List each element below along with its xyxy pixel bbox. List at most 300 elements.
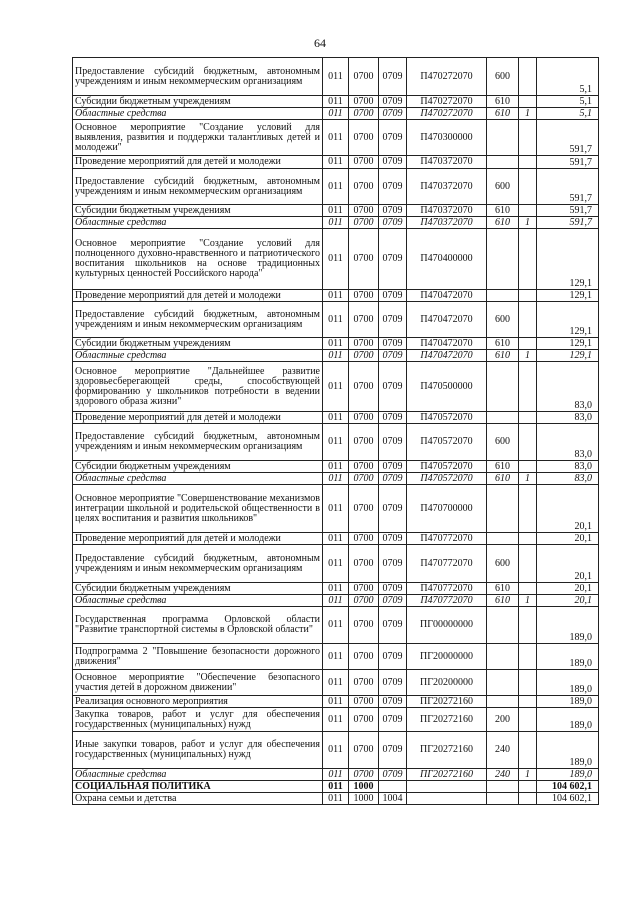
subsection-code-cell: 0709 <box>379 108 407 120</box>
expense-type-cell: 600 <box>487 424 519 461</box>
amount-cell <box>537 769 599 781</box>
subsection-code-cell: 0709 <box>379 485 407 533</box>
funding-source-cell <box>519 58 537 96</box>
funding-source-cell: 1 <box>519 217 537 229</box>
subsection-code-cell: 0709 <box>379 696 407 708</box>
amount-value: 591,7 <box>569 193 592 204</box>
row-name-cell: Предоставление субсидий бюджетным, автономным учреждениям и иным некоммерческим организациям <box>73 169 323 205</box>
amount-cell <box>537 595 599 607</box>
subsection-code-cell: 0709 <box>379 644 407 670</box>
section-code-cell: 0700 <box>349 696 379 708</box>
ministry-code-cell: 011 <box>323 461 349 473</box>
amount-value: 104 602,1 <box>552 781 592 792</box>
funding-source-cell: 1 <box>519 350 537 362</box>
section-code-cell: 0700 <box>349 108 379 120</box>
amount-cell <box>537 533 599 545</box>
row-name-cell: Областные средства <box>73 595 323 607</box>
page-number: 64 <box>314 36 326 50</box>
row-name-cell: Областные средства <box>73 217 323 229</box>
expense-type-cell: 600 <box>487 58 519 96</box>
funding-source-cell <box>519 781 537 793</box>
target-article-cell: П470372070 <box>407 217 487 229</box>
ministry-code-cell: 011 <box>323 217 349 229</box>
expense-type-cell <box>487 670 519 696</box>
target-article-cell: П470300000 <box>407 120 487 156</box>
target-article-cell: П470472070 <box>407 302 487 338</box>
expense-type-cell: 610 <box>487 583 519 595</box>
section-code-cell: 0700 <box>349 205 379 217</box>
funding-source-cell <box>519 708 537 732</box>
funding-source-cell <box>519 290 537 302</box>
target-article-cell: ПГ20272160 <box>407 708 487 732</box>
amount-value: 129,1 <box>569 326 592 337</box>
target-article-cell: П470272070 <box>407 58 487 96</box>
ministry-code-cell: 011 <box>323 58 349 96</box>
amount-value: 20,1 <box>574 595 592 606</box>
section-code-cell: 1000 <box>349 793 379 805</box>
subsection-code-cell: 0709 <box>379 595 407 607</box>
funding-source-cell: 1 <box>519 108 537 120</box>
ministry-code-cell: 011 <box>323 696 349 708</box>
subsection-code-cell: 1004 <box>379 793 407 805</box>
expense-type-cell <box>487 485 519 533</box>
section-code-cell: 0700 <box>349 96 379 108</box>
expense-type-cell <box>487 607 519 644</box>
amount-value: 129,1 <box>569 290 592 301</box>
target-article-cell: П470372070 <box>407 156 487 169</box>
table-row <box>73 533 599 545</box>
amount-cell <box>537 708 599 732</box>
funding-source-cell: 1 <box>519 769 537 781</box>
table-row <box>73 696 599 708</box>
amount-cell <box>537 302 599 338</box>
expense-type-cell <box>487 781 519 793</box>
section-code-cell: 0700 <box>349 485 379 533</box>
row-name-cell: Реализация основного мероприятия <box>73 696 323 708</box>
funding-source-cell <box>519 461 537 473</box>
section-code-cell: 0700 <box>349 607 379 644</box>
row-name-cell: СОЦИАЛЬНАЯ ПОЛИТИКА <box>73 781 323 793</box>
target-article-cell: П470772070 <box>407 583 487 595</box>
amount-value: 20,1 <box>574 533 592 544</box>
table-row <box>73 793 599 805</box>
funding-source-cell <box>519 412 537 424</box>
row-name-cell: Проведение мероприятий для детей и молодежи <box>73 290 323 302</box>
funding-source-cell <box>519 338 537 350</box>
row-name-cell: Государственная программа Орловской области "Развитие транспортной системы в Орловской области" <box>73 607 323 644</box>
ministry-code-cell: 011 <box>323 350 349 362</box>
expense-type-cell <box>487 229 519 290</box>
expense-type-cell: 200 <box>487 708 519 732</box>
subsection-code-cell: 0709 <box>379 545 407 583</box>
amount-cell <box>537 424 599 461</box>
amount-cell <box>537 350 599 362</box>
amount-cell <box>537 781 599 793</box>
section-code-cell: 0700 <box>349 350 379 362</box>
amount-value: 20,1 <box>574 583 592 594</box>
row-name-cell: Проведение мероприятий для детей и молодежи <box>73 412 323 424</box>
expense-type-cell: 610 <box>487 473 519 485</box>
subsection-code-cell: 0709 <box>379 461 407 473</box>
target-article-cell: ПГ20272160 <box>407 696 487 708</box>
target-article-cell: ПГ20000000 <box>407 644 487 670</box>
table-row <box>73 302 599 338</box>
subsection-code-cell: 0709 <box>379 412 407 424</box>
target-article-cell: П470772070 <box>407 533 487 545</box>
ministry-code-cell: 011 <box>323 644 349 670</box>
expense-type-cell: 610 <box>487 461 519 473</box>
subsection-code-cell: 0709 <box>379 473 407 485</box>
subsection-code-cell: 0709 <box>379 229 407 290</box>
expense-type-cell: 610 <box>487 96 519 108</box>
section-code-cell: 0700 <box>349 120 379 156</box>
amount-value: 83,0 <box>574 461 592 472</box>
table-row <box>73 545 599 583</box>
expense-type-cell: 610 <box>487 217 519 229</box>
budget-table <box>72 57 599 805</box>
expense-type-cell: 240 <box>487 732 519 769</box>
amount-value: 129,1 <box>569 338 592 349</box>
row-name-cell: Основное мероприятие "Создание условий для полноценного духовно-нравственного и патриотического воспитания школьников на основе традиционных культурных ценностей Российского народа" <box>73 229 323 290</box>
subsection-code-cell: 0709 <box>379 338 407 350</box>
amount-value: 189,0 <box>569 696 592 707</box>
section-code-cell: 0700 <box>349 156 379 169</box>
table-row <box>73 96 599 108</box>
row-name-cell: Основное мероприятие "Обеспечение безопасного участия детей в дорожном движении" <box>73 670 323 696</box>
row-name-cell: Предоставление субсидий бюджетным, автономным учреждениям и иным некоммерческим организациям <box>73 302 323 338</box>
target-article-cell: П470272070 <box>407 96 487 108</box>
section-code-cell: 0700 <box>349 595 379 607</box>
row-name-cell: Основное мероприятие "Совершенствование механизмов интеграции школьной и родительской общественности в целях воспитания и развития школьников" <box>73 485 323 533</box>
funding-source-cell <box>519 696 537 708</box>
expense-type-cell <box>487 644 519 670</box>
row-name-cell: Субсидии бюджетным учреждениям <box>73 205 323 217</box>
ministry-code-cell: 011 <box>323 96 349 108</box>
funding-source-cell <box>519 96 537 108</box>
section-code-cell: 0700 <box>349 412 379 424</box>
expense-type-cell: 600 <box>487 302 519 338</box>
row-name-cell: Основное мероприятие "Создание условий для выявления, развития и поддержки талантливых детей и молодежи" <box>73 120 323 156</box>
ministry-code-cell: 011 <box>323 732 349 769</box>
ministry-code-cell: 011 <box>323 169 349 205</box>
table-row <box>73 169 599 205</box>
table-row <box>73 205 599 217</box>
target-article-cell: П470472070 <box>407 290 487 302</box>
amount-value: 5,1 <box>579 84 592 95</box>
subsection-code-cell: 0709 <box>379 607 407 644</box>
target-article-cell: ПГ20272160 <box>407 732 487 769</box>
target-article-cell: ПГ20200000 <box>407 670 487 696</box>
table-row <box>73 290 599 302</box>
amount-cell <box>537 229 599 290</box>
section-code-cell: 0700 <box>349 708 379 732</box>
funding-source-cell <box>519 583 537 595</box>
expense-type-cell <box>487 156 519 169</box>
table-row <box>73 424 599 461</box>
subsection-code-cell: 0709 <box>379 708 407 732</box>
subsection-code-cell: 0709 <box>379 96 407 108</box>
amount-cell <box>537 362 599 412</box>
expense-type-cell: 610 <box>487 350 519 362</box>
ministry-code-cell: 011 <box>323 412 349 424</box>
section-code-cell: 0700 <box>349 670 379 696</box>
amount-value: 189,0 <box>569 720 592 731</box>
target-article-cell: П470272070 <box>407 108 487 120</box>
amount-value: 591,7 <box>569 157 592 168</box>
amount-value: 83,0 <box>574 400 592 411</box>
expense-type-cell: 600 <box>487 169 519 205</box>
expense-type-cell: 610 <box>487 595 519 607</box>
amount-cell <box>537 169 599 205</box>
section-code-cell: 0700 <box>349 644 379 670</box>
section-code-cell: 0700 <box>349 290 379 302</box>
funding-source-cell <box>519 607 537 644</box>
target-article-cell: П470472070 <box>407 338 487 350</box>
table-body <box>73 58 599 805</box>
amount-cell <box>537 473 599 485</box>
row-name-cell: Областные средства <box>73 769 323 781</box>
amount-value: 83,0 <box>574 412 592 423</box>
funding-source-cell <box>519 156 537 169</box>
ministry-code-cell: 011 <box>323 545 349 583</box>
expense-type-cell: 240 <box>487 769 519 781</box>
amount-cell <box>537 412 599 424</box>
subsection-code-cell: 0709 <box>379 424 407 461</box>
amount-value: 83,0 <box>574 449 592 460</box>
table-row <box>73 120 599 156</box>
row-name-cell: Субсидии бюджетным учреждениям <box>73 583 323 595</box>
amount-cell <box>537 217 599 229</box>
subsection-code-cell: 0709 <box>379 302 407 338</box>
ministry-code-cell: 011 <box>323 533 349 545</box>
amount-cell <box>537 96 599 108</box>
funding-source-cell <box>519 120 537 156</box>
table-row <box>73 412 599 424</box>
amount-value: 5,1 <box>579 96 592 107</box>
section-code-cell: 0700 <box>349 769 379 781</box>
expense-type-cell: 610 <box>487 205 519 217</box>
amount-cell <box>537 696 599 708</box>
amount-cell <box>537 290 599 302</box>
funding-source-cell <box>519 362 537 412</box>
amount-value: 83,0 <box>574 473 592 484</box>
expense-type-cell <box>487 120 519 156</box>
row-name-cell: Предоставление субсидий бюджетным, автономным учреждениям и иным некоммерческим организациям <box>73 424 323 461</box>
row-name-cell: Проведение мероприятий для детей и молодежи <box>73 533 323 545</box>
section-code-cell: 0700 <box>349 424 379 461</box>
table-row <box>73 229 599 290</box>
row-name-cell: Субсидии бюджетным учреждениям <box>73 96 323 108</box>
row-name-cell: Закупка товаров, работ и услуг для обеспечения государственных (муниципальных) нужд <box>73 708 323 732</box>
amount-cell <box>537 583 599 595</box>
expense-type-cell: 600 <box>487 545 519 583</box>
funding-source-cell <box>519 732 537 769</box>
amount-value: 189,0 <box>569 684 592 695</box>
row-name-cell: Областные средства <box>73 108 323 120</box>
amount-value: 104 602,1 <box>552 793 592 804</box>
table-row <box>73 607 599 644</box>
ministry-code-cell: 011 <box>323 290 349 302</box>
target-article-cell: П470472070 <box>407 350 487 362</box>
subsection-code-cell: 0709 <box>379 533 407 545</box>
target-article-cell: П470372070 <box>407 205 487 217</box>
section-code-cell: 0700 <box>349 302 379 338</box>
row-name-cell: Областные средства <box>73 350 323 362</box>
amount-cell <box>537 120 599 156</box>
subsection-code-cell: 0709 <box>379 120 407 156</box>
expense-type-cell: 610 <box>487 108 519 120</box>
section-code-cell: 0700 <box>349 229 379 290</box>
row-name-cell: Проведение мероприятий для детей и молодежи <box>73 156 323 169</box>
ministry-code-cell: 011 <box>323 793 349 805</box>
target-article-cell: ПГ00000000 <box>407 607 487 644</box>
subsection-code-cell: 0709 <box>379 769 407 781</box>
amount-cell <box>537 732 599 769</box>
subsection-code-cell: 0709 <box>379 583 407 595</box>
target-article-cell: П470372070 <box>407 169 487 205</box>
funding-source-cell <box>519 533 537 545</box>
amount-value: 189,0 <box>569 757 592 768</box>
ministry-code-cell: 011 <box>323 595 349 607</box>
amount-cell <box>537 670 599 696</box>
row-name-cell: Основное мероприятие "Дальнейшее развитие здоровьесберегающей среды, способствующей формированию у школьников потребности в ведении здорового образа жизни" <box>73 362 323 412</box>
section-code-cell: 0700 <box>349 169 379 205</box>
section-code-cell: 0700 <box>349 545 379 583</box>
section-code-cell: 0700 <box>349 461 379 473</box>
amount-value: 591,7 <box>569 205 592 216</box>
table-row <box>73 362 599 412</box>
subsection-code-cell: 0709 <box>379 732 407 769</box>
row-name-cell: Иные закупки товаров, работ и услуг для обеспечения государственных (муниципальных) нужд <box>73 732 323 769</box>
amount-value: 129,1 <box>569 278 592 289</box>
table-row <box>73 461 599 473</box>
target-article-cell: П470400000 <box>407 229 487 290</box>
funding-source-cell <box>519 169 537 205</box>
amount-value: 20,1 <box>574 571 592 582</box>
ministry-code-cell: 011 <box>323 473 349 485</box>
ministry-code-cell: 011 <box>323 670 349 696</box>
amount-value: 591,7 <box>569 144 592 155</box>
subsection-code-cell <box>379 781 407 793</box>
amount-value: 591,7 <box>569 217 592 228</box>
expense-type-cell <box>487 793 519 805</box>
expense-type-cell <box>487 290 519 302</box>
table-row <box>73 217 599 229</box>
ministry-code-cell: 011 <box>323 338 349 350</box>
subsection-code-cell: 0709 <box>379 362 407 412</box>
amount-cell <box>537 108 599 120</box>
table-row <box>73 58 599 96</box>
section-code-cell: 1000 <box>349 781 379 793</box>
ministry-code-cell: 011 <box>323 607 349 644</box>
table-row <box>73 108 599 120</box>
ministry-code-cell: 011 <box>323 485 349 533</box>
target-article-cell: П470700000 <box>407 485 487 533</box>
funding-source-cell <box>519 229 537 290</box>
row-name-cell: Охрана семьи и детства <box>73 793 323 805</box>
funding-source-cell <box>519 670 537 696</box>
ministry-code-cell: 011 <box>323 583 349 595</box>
funding-source-cell <box>519 793 537 805</box>
row-name-cell: Субсидии бюджетным учреждениям <box>73 338 323 350</box>
amount-cell <box>537 58 599 96</box>
target-article-cell: П470572070 <box>407 461 487 473</box>
ministry-code-cell: 011 <box>323 362 349 412</box>
amount-cell <box>537 461 599 473</box>
target-article-cell: П470572070 <box>407 412 487 424</box>
amount-value: 189,0 <box>569 658 592 669</box>
ministry-code-cell: 011 <box>323 229 349 290</box>
section-code-cell: 0700 <box>349 473 379 485</box>
target-article-cell: П470772070 <box>407 545 487 583</box>
amount-cell <box>537 545 599 583</box>
ministry-code-cell: 011 <box>323 108 349 120</box>
section-code-cell: 0700 <box>349 58 379 96</box>
ministry-code-cell: 011 <box>323 302 349 338</box>
amount-cell <box>537 338 599 350</box>
amount-cell <box>537 205 599 217</box>
subsection-code-cell: 0709 <box>379 217 407 229</box>
table-row <box>73 485 599 533</box>
table-row <box>73 350 599 362</box>
amount-value: 129,1 <box>569 350 592 361</box>
target-article-cell: П470572070 <box>407 424 487 461</box>
section-code-cell: 0700 <box>349 533 379 545</box>
subsection-code-cell: 0709 <box>379 670 407 696</box>
row-name-cell: Областные средства <box>73 473 323 485</box>
table-row <box>73 338 599 350</box>
amount-cell <box>537 485 599 533</box>
subsection-code-cell: 0709 <box>379 205 407 217</box>
amount-cell <box>537 607 599 644</box>
funding-source-cell <box>519 205 537 217</box>
table-row <box>73 708 599 732</box>
funding-source-cell: 1 <box>519 595 537 607</box>
table-row <box>73 781 599 793</box>
amount-value: 189,0 <box>569 769 592 780</box>
row-name-cell: Субсидии бюджетным учреждениям <box>73 461 323 473</box>
expense-type-cell <box>487 362 519 412</box>
expense-type-cell <box>487 696 519 708</box>
expense-type-cell <box>487 533 519 545</box>
amount-cell <box>537 644 599 670</box>
target-article-cell: П470772070 <box>407 595 487 607</box>
table-row <box>73 769 599 781</box>
expense-type-cell: 610 <box>487 338 519 350</box>
subsection-code-cell: 0709 <box>379 156 407 169</box>
funding-source-cell <box>519 644 537 670</box>
subsection-code-cell: 0709 <box>379 350 407 362</box>
ministry-code-cell: 011 <box>323 769 349 781</box>
ministry-code-cell: 011 <box>323 205 349 217</box>
ministry-code-cell: 011 <box>323 156 349 169</box>
subsection-code-cell: 0709 <box>379 169 407 205</box>
ministry-code-cell: 011 <box>323 708 349 732</box>
table-row <box>73 595 599 607</box>
funding-source-cell <box>519 485 537 533</box>
amount-cell <box>537 156 599 169</box>
amount-value: 5,1 <box>579 108 592 119</box>
section-code-cell: 0700 <box>349 217 379 229</box>
table-row <box>73 644 599 670</box>
ministry-code-cell: 011 <box>323 424 349 461</box>
row-name-cell: Предоставление субсидий бюджетным, автономным учреждениям и иным некоммерческим организациям <box>73 58 323 96</box>
section-code-cell: 0700 <box>349 583 379 595</box>
target-article-cell: ПГ20272160 <box>407 769 487 781</box>
funding-source-cell: 1 <box>519 473 537 485</box>
target-article-cell: П470500000 <box>407 362 487 412</box>
expense-type-cell <box>487 412 519 424</box>
